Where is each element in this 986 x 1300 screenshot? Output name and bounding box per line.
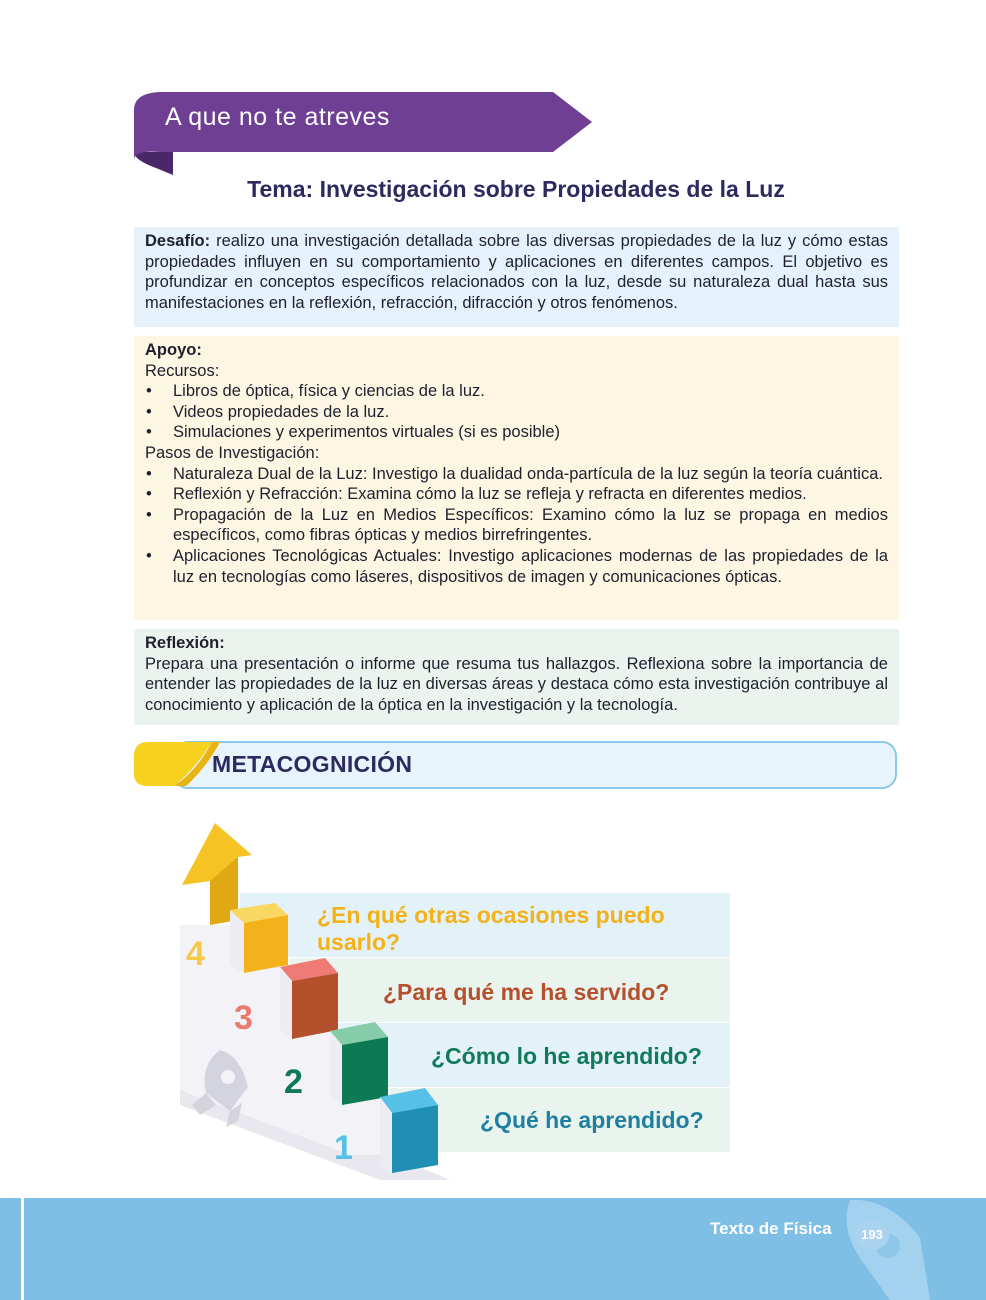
- list-item: • Naturaleza Dual de la Luz: Investigo la dualidad onda-partícula de la luz según la teoría cuántica.: [146, 464, 883, 483]
- resources-list: [145, 381, 888, 443]
- list-item: • Simulaciones y experimentos virtuales (si es posible): [146, 423, 560, 442]
- reflection-box: [134, 629, 899, 725]
- support-label: Apoyo:: [145, 341, 202, 359]
- book-title: Texto de Física: [710, 1219, 832, 1238]
- challenge-text: realizo una investigación detallada sobre las diversas propiedades de la luz y cómo estas propiedades influyen en su comportamiento y aplicaciones en diferentes campos. El objetivo es profundizar en conceptos específicos relacionados con la luz, desde su naturaleza dual hasta sus manifestaciones en la reflexión, refracción, difracción y otros fenómenos.: [145, 232, 888, 312]
- question-step-4: ¿En qué otras ocasiones puedo usarlo?: [317, 902, 665, 955]
- challenge-box: [134, 227, 899, 327]
- topic-title: Tema: Investigación sobre Propiedades de la Luz: [247, 176, 785, 202]
- list-item: • Libros de óptica, física y ciencias de la luz.: [146, 382, 485, 401]
- list-item: • Reflexión y Refracción: Examina cómo la luz se refleja y refracta en diferentes medios.: [146, 485, 807, 504]
- section-banner: [0, 0, 986, 180]
- metacognition-title: METACOGNICIÓN: [212, 751, 413, 777]
- list-item: • Videos propiedades de la luz.: [146, 402, 390, 421]
- list-item: • Aplicaciones Tecnológicas Actuales: Investigo aplicaciones modernas de las propiedades de la luz en tecnologías como láseres, dispositivos de imagen y comunicaciones ópticas.: [146, 546, 888, 586]
- step-number-4: 4: [186, 935, 205, 973]
- question-step-1: ¿Qué he aprendido?: [480, 1107, 704, 1133]
- question-step-3: ¿Para qué me ha servido?: [383, 979, 670, 1005]
- question-step-2: ¿Cómo lo he aprendido?: [431, 1043, 702, 1069]
- reflection-text: Prepara una presentación o informe que resuma tus hallazgos. Reflexiona sobre la importancia de entender las propiedades de la luz en diversas áreas y destaca cómo esta investigación contribuye al conocimiento y aplicación de la óptica en la investigación y la tecnología.: [145, 654, 888, 714]
- challenge-label: Desafío:: [145, 232, 211, 250]
- reflection-label: Reflexión:: [145, 634, 225, 652]
- resources-label: Recursos:: [145, 361, 220, 380]
- step-number-2: 2: [284, 1063, 303, 1101]
- step-number-3: 3: [234, 999, 253, 1037]
- step-number-1: 1: [334, 1129, 353, 1167]
- support-box: [134, 336, 899, 620]
- page-number: 193: [861, 1227, 883, 1242]
- list-item: • Propagación de la Luz en Medios Específicos: Examino cómo la luz se propaga en medios específicos, como fibras ópticas y medios birrefringentes.: [146, 505, 888, 545]
- banner-title: A que no te atreves: [165, 103, 390, 131]
- steps-label: Pasos de Investigación:: [145, 443, 320, 462]
- steps-list: [145, 464, 888, 588]
- rocket-icon: [830, 1198, 950, 1300]
- footer-divider: [21, 1198, 24, 1300]
